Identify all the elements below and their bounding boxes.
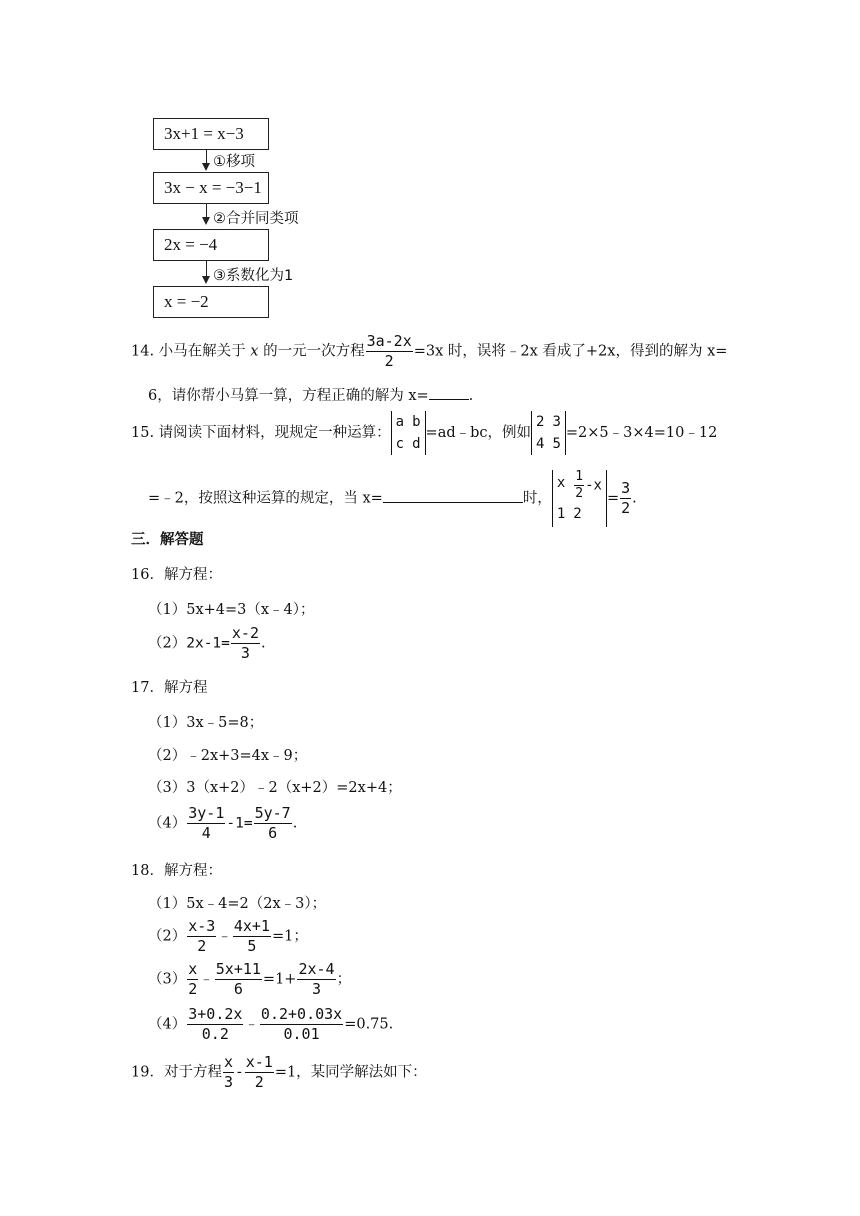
question-16-part-2: （2）2x-1= $\frac{x-2}{3}$ . <box>148 624 266 662</box>
question-16-part-1: （1）5x+4=3（x﹣4）； <box>148 602 315 618</box>
flowchart-step-1: ①移项 <box>213 154 255 170</box>
answer-blank <box>383 502 523 503</box>
answer-blank <box>429 399 469 400</box>
question-14-line-1: 14. 小马在解关于 x 的一元一次方程 $\frac{3a-2x}{2}$ =3x 时，误将﹣2x 看成了+2x，得到的解为 x= <box>131 332 728 370</box>
question-18-title: 18．解方程： <box>131 863 222 879</box>
determinant-question: x $\frac{1}{2}$ -x 1 2 <box>552 470 607 527</box>
question-17-part-2: （2）﹣2x+3=4x﹣9； <box>148 748 308 764</box>
flowchart-step-2: ②合并同类项 <box>213 211 299 227</box>
flowchart-arrow-1 <box>206 150 207 164</box>
question-18-part-1: （1）5x﹣4=2（2x﹣3）； <box>148 896 327 912</box>
arrow-down-icon <box>202 276 210 284</box>
question-14-line-2: 6，请你帮小马算一算，方程正确的解为 x= . <box>148 388 474 404</box>
determinant-example: 2 3 4 5 <box>531 411 566 455</box>
question-19-line: 19．对于方程 $\frac{x}{3}$ - $\frac{x-1}{2}$ =1，某同学解法如下： <box>131 1053 427 1091</box>
flowchart-arrow-2 <box>206 204 207 218</box>
question-18-part-3: （3） $\frac{x}{2}$ ﹣ $\frac{5x+11}{6}$ =1+ $\frac{2x-4}{3}$ ； <box>148 960 352 998</box>
question-18-part-2: （2） $\frac{x-3}{2}$ ﹣ $\frac{4x+1}{5}$ =1； <box>148 917 308 955</box>
question-15-line-1: 15. 请阅读下面材料，现规定一种运算： a b c d =ad﹣bc，例如 2 3 4 5 =2×5﹣3×4=10﹣12 <box>131 411 717 455</box>
section-heading: 三．解答题 <box>131 532 204 548</box>
flowchart-box-2: 3x − x = −3−1 <box>153 172 269 204</box>
question-15-line-2: =﹣2，按照这种运算的规定，当 x= 时， x $\frac{1}{2}$ -x 1 2 = $\frac{3}{2}$ . <box>148 470 637 527</box>
determinant-definition: a b c d <box>391 411 426 455</box>
flowchart-arrow-3 <box>206 261 207 277</box>
arrow-down-icon <box>202 163 210 171</box>
flowchart-box-3: 2x = −4 <box>153 229 269 261</box>
question-17-part-4: （4） $\frac{3y-1}{4}$ -1= $\frac{5y-7}{6}$ . <box>148 804 298 842</box>
question-17-part-1: （1）3x﹣5=8； <box>148 715 264 731</box>
question-17-title: 17．解方程 <box>131 680 208 696</box>
question-17-part-3: （3）3（x+2）﹣2（x+2）=2x+4； <box>148 780 402 796</box>
question-18-part-4: （4） $\frac{3+0.2x}{0.2}$ ﹣ $\frac{0.2+0.03x}{0.01}$ =0.75. <box>148 1005 394 1043</box>
arrow-down-icon <box>202 217 210 225</box>
question-16-title: 16．解方程： <box>131 567 222 583</box>
flowchart-box-1: 3x+1 = x−3 <box>153 118 269 150</box>
flowchart-step-3: ③系数化为1 <box>213 268 294 284</box>
flowchart-box-4: x = −2 <box>153 286 269 318</box>
fraction: $\frac{3a-2x}{2}$ <box>366 332 412 370</box>
